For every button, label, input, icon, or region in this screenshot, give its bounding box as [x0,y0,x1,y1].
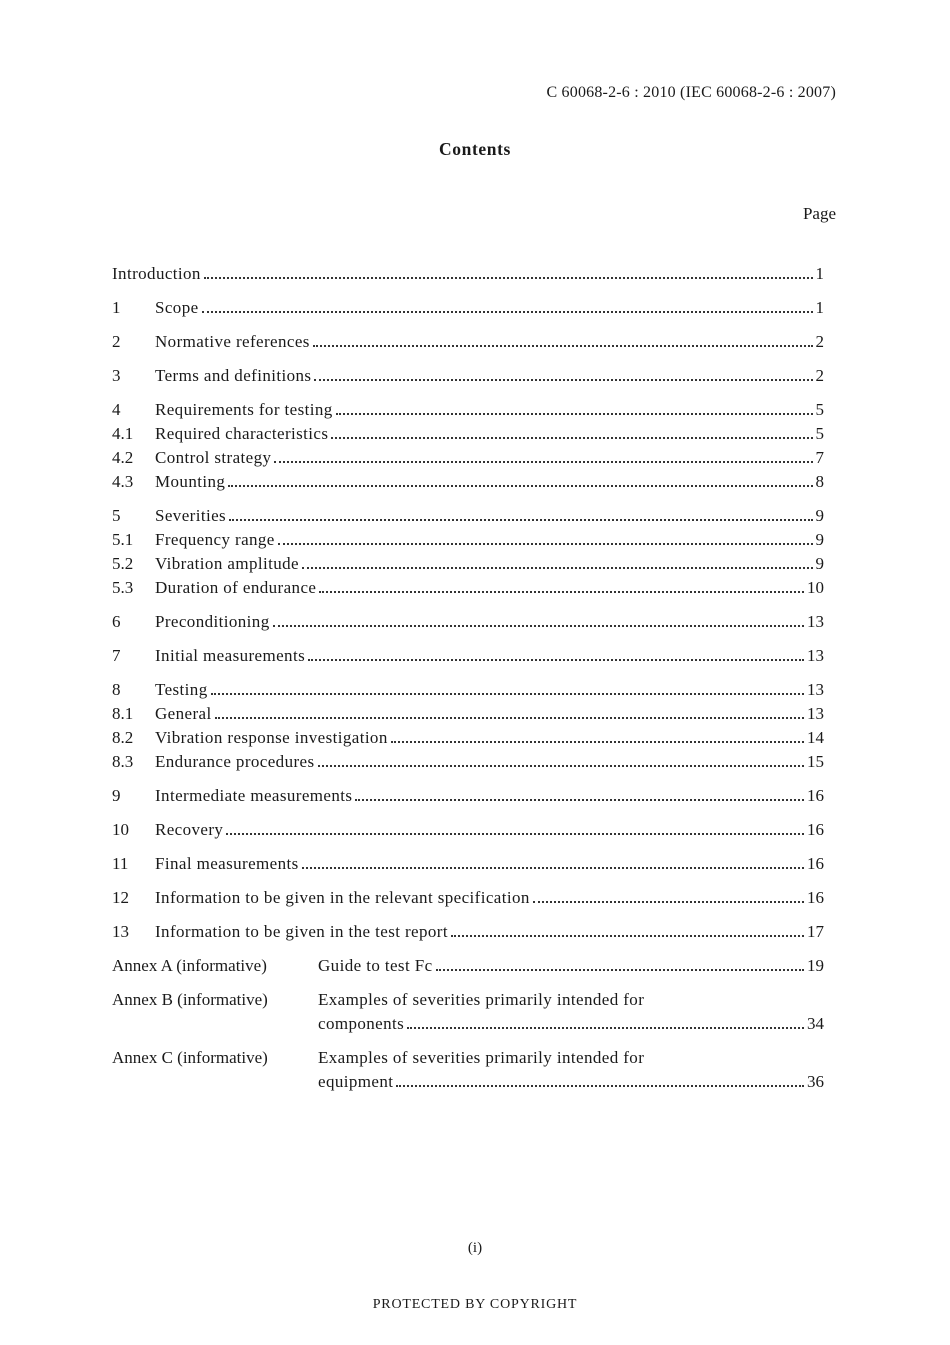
dot-leader [533,900,804,903]
toc-entry-number: 2 [112,332,121,351]
toc-entry-label: Severities [155,506,227,525]
toc-entry-preconditioning[interactable] [112,610,824,634]
dot-leader [202,310,813,313]
toc-entry-label: Control strategy [155,448,272,467]
toc-entry-terms-definitions[interactable] [112,364,824,388]
toc-entry-number: 9 [112,786,121,805]
toc-entry-number: 13 [112,922,129,941]
toc-entry-label: Normative references [155,332,310,351]
toc-entry-label: Final measurements [155,854,299,873]
dot-leader [302,566,813,569]
footer-page-number: (i) [467,1240,483,1256]
toc-entry-label: Frequency range [155,530,275,549]
toc-entry-recovery[interactable] [112,818,824,842]
toc-entry-number: 12 [112,888,129,907]
annex-label: Annex A (informative) [112,956,267,975]
toc-entry-page: 19 [807,956,824,975]
toc-entry-number: 5.1 [112,530,134,549]
annex-label: Annex C (informative) [112,1048,268,1067]
toc-entry-page: 7 [815,448,824,467]
dot-leader [396,1084,804,1087]
toc-entry-initial-measurements[interactable] [112,644,824,668]
toc-entry-label: Guide to test Fc [318,956,433,975]
toc-entry-page: 34 [807,1014,824,1033]
toc-entry-page: 13 [807,612,824,631]
dot-leader [436,968,804,971]
toc-entry-intermediate-measurements[interactable] [112,784,824,808]
toc-entry-page: 17 [807,922,824,941]
toc-entry-label: Recovery [155,820,224,839]
toc-entry-page: 5 [815,424,824,443]
toc-entry-label: Duration of endurance [155,578,317,597]
toc-entry-page: 2 [815,332,824,351]
page-title: Contents [439,139,511,159]
dot-leader [407,1026,804,1029]
toc-entry-number: 3 [112,366,121,385]
toc-entry-page: 9 [815,554,824,573]
toc-entry-final-measurements[interactable] [112,852,824,876]
toc-entry-page: 16 [807,786,824,805]
toc-entry-number: 8.1 [112,704,134,723]
toc-entry-requirements[interactable] [112,398,824,422]
toc-entry-number: 8.3 [112,752,134,771]
toc-entry-endurance-procedures[interactable] [112,750,824,774]
toc-entry-page: 10 [807,578,824,597]
toc-entry-test-report[interactable] [112,920,824,944]
dot-leader [204,276,813,279]
toc-entry-general[interactable] [112,702,824,726]
toc-entry-page: 13 [807,704,824,723]
toc-entry-vibration-amplitude[interactable] [112,552,824,576]
toc-entry-label: Terms and definitions [155,366,312,385]
toc-entry-page: 16 [807,888,824,907]
toc-entry-page: 1 [815,264,824,283]
dot-leader [451,934,804,937]
dot-leader [229,518,812,521]
toc-entry-label: Vibration amplitude [155,554,299,573]
toc-entry-number: 4.3 [112,472,134,491]
annex-label: Annex B (informative) [112,990,268,1009]
toc-entry-annex-c[interactable] [112,1046,824,1070]
toc-entry-page: 5 [815,400,824,419]
toc-entry-number: 4.2 [112,448,134,467]
toc-entry-annex-b[interactable] [112,988,824,1012]
toc-entry-mounting[interactable] [112,470,824,494]
toc-entry-label: Information to be given in the test report [155,922,448,941]
page-column-label: Page [802,204,836,223]
toc-entry-label: Introduction [112,264,201,283]
dot-leader [302,866,804,869]
dot-leader [228,484,812,487]
toc-entry-number: 8.2 [112,728,134,747]
toc-entry-scope[interactable] [112,296,824,320]
toc-entry-frequency-range[interactable] [112,528,824,552]
toc-entry-duration-endurance[interactable] [112,576,824,600]
toc-entry-annex-c-continuation[interactable] [112,1070,824,1094]
dot-leader [318,764,804,767]
toc-entry-number: 5.2 [112,554,134,573]
copyright-notice: PROTECTED BY COPYRIGHT [372,1297,578,1312]
toc-entry-label: Examples of severities primarily intended for [318,1048,645,1067]
dot-leader [331,436,812,439]
toc-entry-label: Preconditioning [155,612,270,631]
toc-entry-normative-references[interactable] [112,330,824,354]
toc-entry-label: Requirements for testing [155,400,333,419]
toc-entry-page: 9 [815,530,824,549]
dot-leader [226,832,804,835]
dot-leader [278,542,813,545]
toc-entry-page: 1 [815,298,824,317]
toc-entry-label: Information to be given in the relevant specification [155,888,530,907]
toc-entry-testing[interactable] [112,678,824,702]
toc-entry-number: 5.3 [112,578,134,597]
toc-entry-annex-b-continuation[interactable] [112,1012,824,1036]
toc-entry-label: Initial measurements [155,646,306,665]
toc-entry-page: 8 [815,472,824,491]
toc-entry-number: 7 [112,646,121,665]
dot-leader [336,412,813,415]
toc-entry-number: 10 [112,820,129,839]
toc-entry-control-strategy[interactable] [112,446,824,470]
toc-entry-introduction[interactable] [112,262,824,286]
dot-leader [313,344,813,347]
dot-leader [274,460,812,463]
toc-entry-label: Intermediate measurements [155,786,353,805]
dot-leader [319,590,804,593]
toc-entry-number: 11 [112,854,129,873]
toc-entry-page: 16 [807,820,824,839]
toc-entry-label: Vibration response investigation [155,728,388,747]
toc-entry-number: 4.1 [112,424,134,443]
dot-leader [314,378,812,381]
toc-entry-label: Testing [155,680,208,699]
toc-entry-number: 4 [112,400,121,419]
dot-leader [355,798,804,801]
toc-entry-label: Endurance procedures [155,752,315,771]
dot-leader [391,740,804,743]
toc-entry-label: Scope [155,298,199,317]
toc-entry-label: Required characteristics [155,424,329,443]
standard-designation: C 60068-2-6 : 2010 (IEC 60068-2-6 : 2007) [546,84,836,101]
toc-entry-label: Mounting [155,472,226,491]
dot-leader [215,716,804,719]
toc-entry-page: 36 [807,1072,824,1091]
toc-entry-page: 16 [807,854,824,873]
toc-entry-label: components [318,1014,405,1033]
toc-entry-relevant-specification[interactable] [112,886,824,910]
table-of-contents [112,262,824,1094]
toc-entry-page: 13 [807,646,824,665]
toc-entry-label: equipment [318,1072,394,1091]
dot-leader [308,658,804,661]
toc-entry-page: 15 [807,752,824,771]
toc-entry-number: 5 [112,506,121,525]
toc-entry-page: 14 [807,728,824,747]
toc-entry-number: 1 [112,298,121,317]
toc-entry-label: Examples of severities primarily intended for [318,990,645,1009]
toc-entry-number: 6 [112,612,121,631]
toc-entry-vibration-response[interactable] [112,726,824,750]
toc-entry-annex-a[interactable] [112,954,824,978]
toc-entry-number: 8 [112,680,121,699]
dot-leader [273,624,804,627]
toc-entry-label: General [155,704,212,723]
toc-entry-required-characteristics[interactable] [112,422,824,446]
toc-entry-page: 2 [815,366,824,385]
dot-leader [211,692,804,695]
toc-entry-severities[interactable] [112,504,824,528]
toc-entry-page: 9 [815,506,824,525]
toc-entry-page: 13 [807,680,824,699]
